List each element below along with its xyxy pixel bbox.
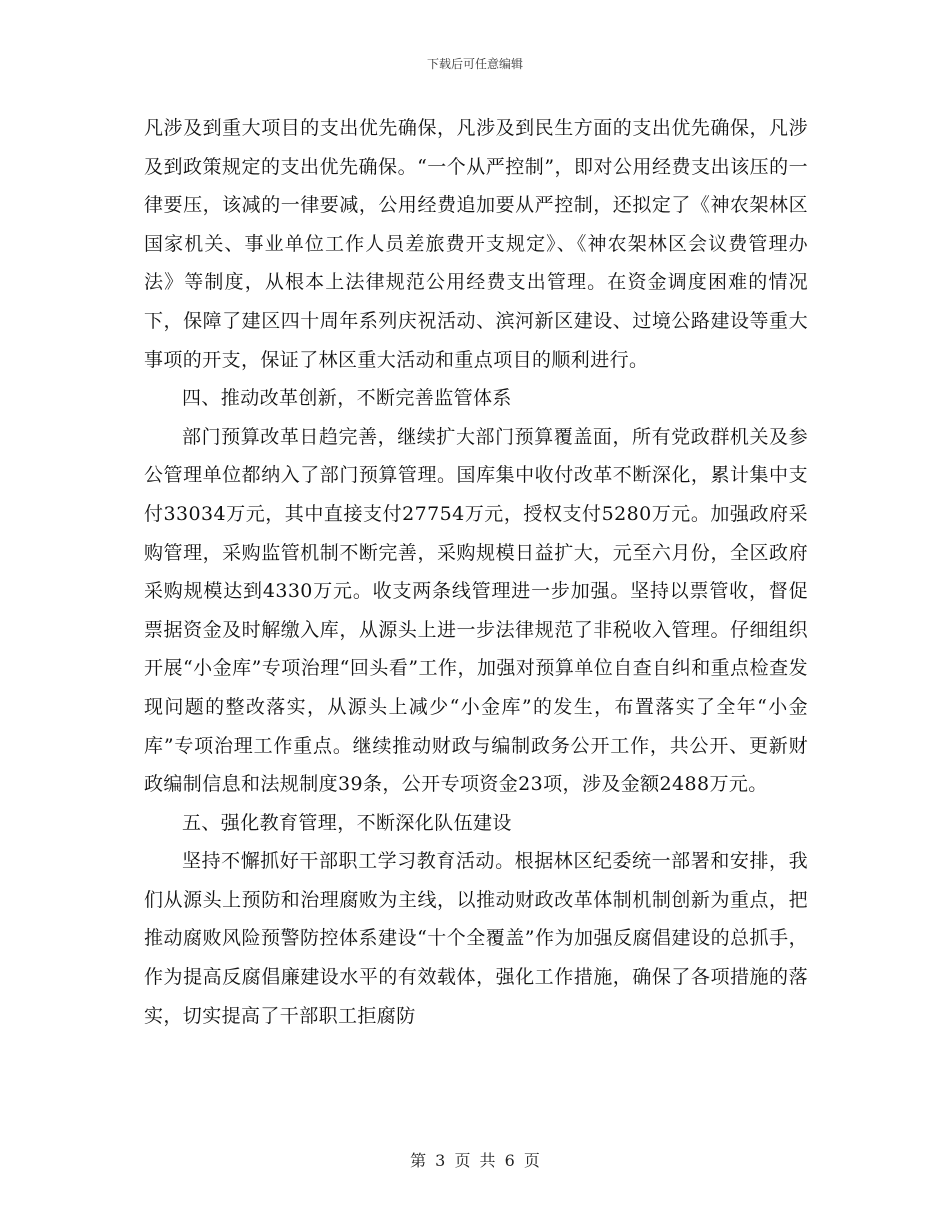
paragraph-reform: 部门预算改革日趋完善，继续扩大部门预算覆盖面，所有党政群机关及参公管理单位都纳入了部门预算管理。国库集中收付改革不断深化，累计集中支付33034万元，其中直接支付27754万元，授权支付5280万元。加强政府采购管理，采购监管机制不断完善，采购规模日益扩大，元至六月份，全区政府采购规模达到4330万元。收支两条线管理进一步加强。坚持以票管收，督促票据资金及时解缴入库，从源头上进一步法律规范了非税收入管理。仔细组织开展“小金库”专项治理“回头看”工作，加强对预算单位自查自纠和重点检查发现问题的整改落实，从源头上减少“小金库”的发生，布置落实了全年“小金库”专项治理工作重点。继续推动财政与编制政务公开工作，共公开、更新财政编制信息和法规制度39条，公开专项资金23项，涉及金额2488万元。: [144, 425, 808, 796]
section-heading-5: 五、强化教育管理，不断深化队伍建设: [182, 811, 512, 834]
document-body: [144, 109, 808, 1035]
page-number-footer: 第 3 页 共 6 页: [410, 1151, 540, 1170]
paragraph-education: 坚持不懈抓好干部职工学习教育活动。根据林区纪委统一部署和安排，我们从源头上预防和治理腐败为主线，以推动财政改革体制机制创新为重点，把推动腐败风险预警防控体系建设“十个全覆盖”作为加强反腐倡建设的总抓手，作为提高反腐倡廉建设水平的有效载体，强化工作措施，确保了各项措施的落实，切实提高了干部职工拒腐防: [144, 850, 808, 1027]
section-heading-4: 四、推动改革创新，不断完善监管体系: [182, 387, 512, 410]
paragraph-continuation: 凡涉及到重大项目的支出优先确保，凡涉及到民生方面的支出优先确保，凡涉及到政策规定的支出优先确保。“一个从严控制”，即对公用经费支出该压的一律要压，该减的一律要减，公用经费追加要从严控制，还拟定了《神农架林区国家机关、事业单位工作人员差旅费开支规定》、《神农架林区会议费管理办法》等制度，从根本上法律规范公用经费支出管理。在资金调度困难的情况下，保障了建区四十周年系列庆祝活动、滨河新区建设、过境公路建设等重大事项的开支，保证了林区重大活动和重点项目的顺利进行。: [144, 117, 808, 371]
header-note: 下载后可任意编辑: [426, 57, 523, 71]
